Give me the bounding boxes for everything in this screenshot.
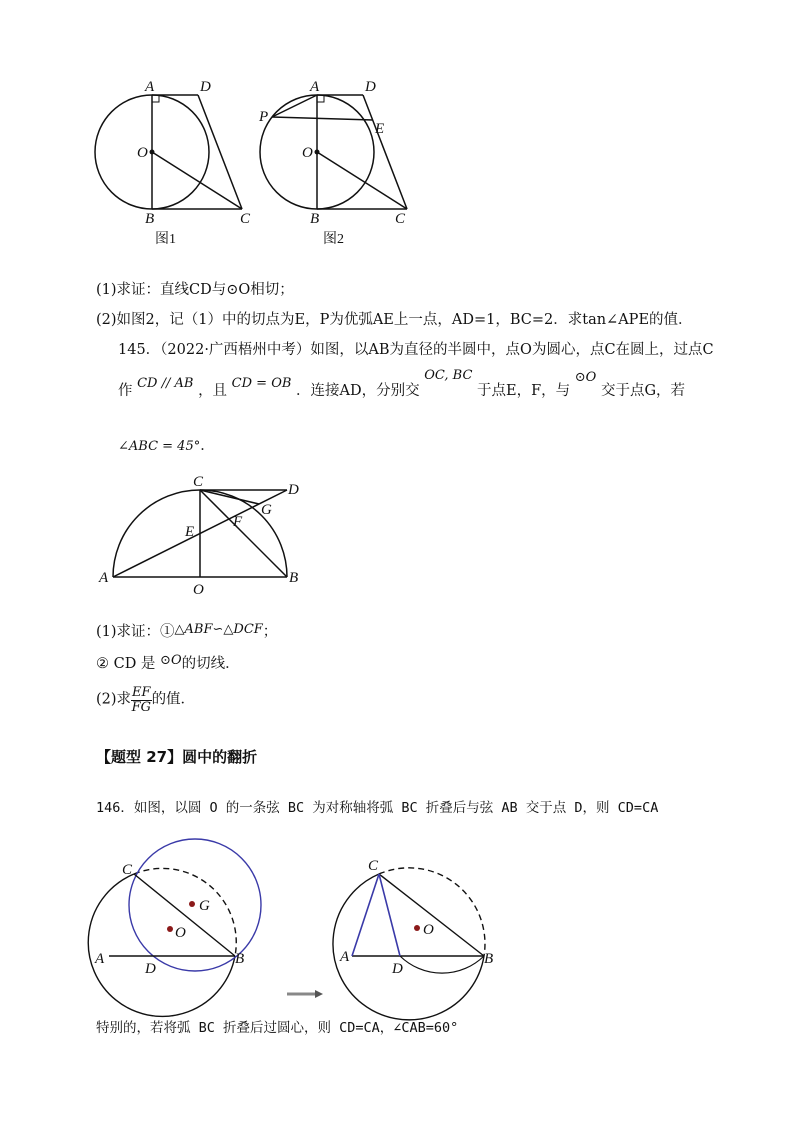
segment-dc [198, 95, 242, 209]
center-dot [150, 150, 155, 155]
q146-text: 146．如图，以圆 O 的一条弦 BC 为对称轴将弧 BC 折叠后与弦 AB 交于点 D，则 CD=CA [96, 800, 659, 816]
caption-fig2: 图2 [323, 232, 344, 247]
q144-part1: (1)求证：直线CD与⊙O相切； [96, 282, 294, 298]
label-a: A [95, 951, 105, 967]
figure-2 [255, 75, 425, 250]
q145-part2-end: 的值． [151, 691, 196, 708]
q145-part2-pre: (2)求 [96, 691, 132, 708]
segment-pa [272, 95, 317, 117]
q145-line2-cd: CD // AB [137, 376, 194, 391]
segment-bc [200, 490, 287, 577]
figure-q145-semicircle [95, 470, 320, 600]
q145-part1a-end: ； [262, 624, 278, 640]
segment-ca [352, 874, 379, 956]
q145-part1a-pre: (1)求证：① [96, 624, 175, 640]
circle-o-dashed [379, 868, 485, 956]
label-p: P [259, 109, 269, 125]
fraction-denominator: FG [131, 699, 151, 715]
label-e: E [185, 524, 195, 540]
q145-part1b-circ: ⊙O [160, 653, 182, 668]
q145-line3 [118, 438, 215, 455]
q145-line3-end: ． [200, 438, 215, 454]
label-c: C [240, 211, 251, 227]
label-d: D [365, 79, 376, 95]
q145-line2-e: 交于点G，若 [600, 383, 686, 399]
q145-part1b-end: 的切线． [181, 656, 240, 672]
label-o: O [193, 582, 204, 598]
segment-oc [152, 152, 242, 209]
label-b: B [235, 951, 245, 967]
label-b: B [289, 570, 299, 586]
section-title: 【题型 27】圆中的翻折 [96, 748, 258, 766]
label-d: D [145, 961, 156, 977]
label-c: C [395, 211, 406, 227]
figure-q146-fold [95, 830, 275, 1005]
q146-special: 特别的，若将弧 BC 折叠后过圆心，则 CD=CA，∠CAB=60° [96, 1020, 459, 1036]
segment-cd [379, 874, 400, 956]
segment-dc [363, 95, 407, 209]
q145-line1: 145．（2022·广西梧州中考）如图，以AB为直径的半圆中，点O为圆心，点C在圆上，过点C [118, 342, 714, 358]
label-o: O [423, 922, 434, 938]
point-o [414, 925, 420, 931]
q145-line2-ocbc: OC, BC [424, 368, 473, 383]
arrow-icon [285, 988, 325, 1000]
fraction-ef-fg [131, 686, 152, 714]
q145-line2-circ: ⊙O [574, 370, 597, 385]
q145-line2-a: 作 [118, 383, 133, 399]
figure-q146-special [340, 830, 520, 1005]
label-d: D [288, 482, 299, 498]
circle-o-solid [88, 874, 235, 1016]
label-g: G [261, 502, 272, 518]
label-c: C [122, 862, 133, 878]
q145-line2-eq: CD = OB [231, 376, 292, 391]
q145-line2-d: 于点E，F，与 [477, 383, 571, 399]
label-a: A [145, 79, 155, 95]
folded-arc-visible [400, 956, 484, 973]
label-f: F [233, 514, 243, 530]
q145-line2-b: ，且 [198, 383, 228, 399]
point-g [189, 901, 195, 907]
point-o [167, 926, 173, 932]
q145-part1b [96, 653, 240, 673]
label-d: D [392, 961, 403, 977]
caption-fig1: 图1 [155, 232, 176, 247]
label-o: O [175, 925, 186, 941]
label-b: B [484, 951, 494, 967]
q144-part2: (2)如图2，记（1）中的切点为E，P为优弧AE上一点，AD=1，BC=2．求tan∠APE的值． [96, 312, 693, 328]
segment-oc [317, 152, 407, 209]
chord-bc [379, 874, 484, 956]
label-b: B [145, 211, 155, 227]
label-g: G [199, 898, 210, 914]
label-o: O [302, 145, 313, 161]
chord-bc [134, 874, 235, 956]
q145-part1a [96, 624, 277, 641]
circle-o-dashed [134, 868, 236, 956]
q145-line2-c: ．连接AD，分别交 [296, 383, 420, 399]
label-a: A [310, 79, 320, 95]
q145-similarity: △ABF∽△DCF [174, 622, 263, 637]
q145-angle: ∠ABC = 45° [118, 439, 201, 454]
label-o: O [137, 145, 148, 161]
segment-pe [272, 117, 373, 120]
label-e: E [375, 121, 385, 137]
label-a: A [99, 570, 109, 586]
fraction-numerator: EF [132, 685, 151, 700]
figure-1 [90, 75, 260, 250]
center-dot [315, 150, 320, 155]
q145-part2 [96, 686, 195, 714]
label-a: A [340, 949, 350, 965]
label-c: C [368, 858, 379, 874]
segment-cg [200, 490, 259, 504]
label-b: B [310, 211, 320, 227]
q145-part1b-pre: ② CD 是 [96, 656, 156, 672]
label-c: C [193, 474, 204, 490]
label-d: D [200, 79, 211, 95]
q145-line2 [118, 368, 686, 400]
